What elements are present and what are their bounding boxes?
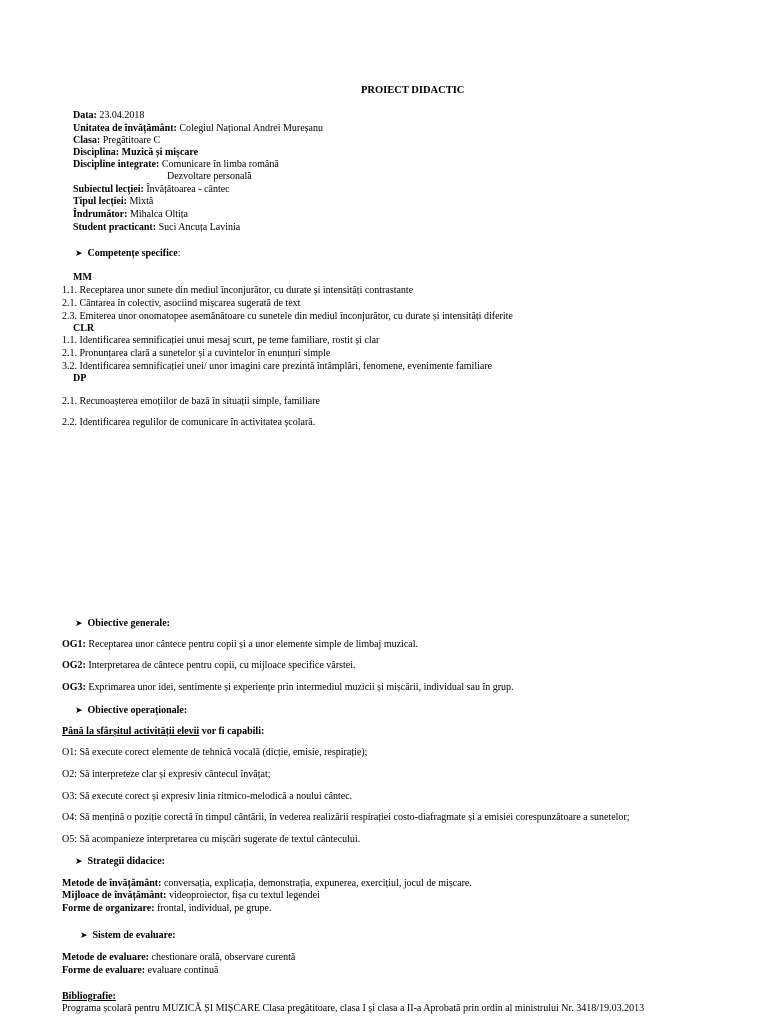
operational-objective-item: O4: Să mențină o poziție corectă în timpul cântării, în vederea realizării respirației costo-diafragmate și a emisiei corespunzătoare a sunetelor; xyxy=(62,812,630,823)
competence-item: 2.1. Recunoașterea emoțiilor de bază în situații simple, familiare xyxy=(62,396,320,407)
arrow-bullet-icon: ➤ xyxy=(75,248,83,258)
operational-objective-item: O2: Să interpreteze clar și expresiv cântecul învățat; xyxy=(62,769,271,780)
arrow-bullet-icon: ➤ xyxy=(75,856,83,866)
competences-heading: ➤ Competențe specifice: xyxy=(75,248,181,259)
general-objective-item: OG2: Interpretarea de cântece pentru copii, cu mijloace specifice vârstei. xyxy=(62,660,356,671)
competence-item: 2.1. Pronunțarea clară a sunetelor și a cuvintelor în enunțuri simple xyxy=(62,348,331,359)
general-objective-item: OG1: Receptarea unor cântece pentru copii și a unor elemente simple de limbaj muzical. xyxy=(62,639,418,650)
competence-item: 2.1. Cântarea în colectiv, asociind mișcarea sugerată de text xyxy=(62,298,301,309)
mentor-line: Îndrumător: Mihalca Oltița xyxy=(73,209,188,220)
competence-item: 2.3. Emiterea unor onomatopee asemănătoare cu sunetele din mediul înconjurător, cu durate și intensități diferite xyxy=(62,311,513,322)
operational-objective-item: O3: Să execute corect și expresiv linia ritmico-melodică a noului cântec. xyxy=(62,791,353,802)
evaluation-methods-line: Metode de evaluare: chestionare orală, observare curentă xyxy=(62,952,296,963)
strategies-heading: ➤ Strategii didacice: xyxy=(75,856,165,867)
school-line: Unitatea de învățământ: Colegiul Național Andrei Mureșanu xyxy=(73,123,323,134)
lesson-subject-line: Subiectul lecției: Învățătoarea - cântec xyxy=(73,184,230,195)
arrow-bullet-icon: ➤ xyxy=(75,618,83,628)
general-objective-item: OG3: Exprimarea unor idei, sentimente și experiențe prin intermediul muzicii și mișcării, individual sau în grup. xyxy=(62,682,514,693)
teaching-means-line: Mijloace de învățământ: videoproiector, fișa cu textul legendei xyxy=(62,890,320,901)
evaluation-heading: ➤ Sistem de evaluare: xyxy=(80,930,176,941)
competence-item: 2.2. Identificarea regulilor de comunicare în activitatea școlară. xyxy=(62,417,316,428)
teaching-methods-line: Metode de învățământ: conversația, explicația, demonstrația, expunerea, exercițiul, jocul de mișcare. xyxy=(62,878,472,889)
operational-objectives-heading: ➤ Obiective operaționale: xyxy=(75,705,188,716)
competence-item: 1.1. Receptarea unor sunete din mediul înconjurător, cu durate și intensități contrastante xyxy=(62,285,414,296)
lesson-type-line: Tipul lecției: Mixtă xyxy=(73,196,154,207)
operational-objective-item: O1: Să execute corect elemente de tehnică vocală (dicție, emisie, respirație); xyxy=(62,747,368,758)
competence-item: 3.2. Identificarea semnificației unei/ unor imagini care prezintă întâmplări, fenomene, evenimente familiare xyxy=(62,361,493,372)
dp-label: DP xyxy=(73,373,87,384)
page-title: PROIECT DIDACTIC xyxy=(361,85,465,96)
bibliography-heading: Bibliografie: xyxy=(62,991,116,1002)
mm-label: MM xyxy=(73,272,92,283)
evaluation-forms-line: Forme de evaluare: evaluare continuă xyxy=(62,965,219,976)
organization-forms-line: Forme de organizare: frontal, individual, pe grupe. xyxy=(62,903,272,914)
arrow-bullet-icon: ➤ xyxy=(80,930,88,940)
operational-objective-item: O5: Să acompanieze interpretarea cu mișcări sugerate de textul cântecului. xyxy=(62,834,361,845)
integrated-disciplines-line-2: Dezvoltare personală xyxy=(167,171,252,182)
discipline-line: Disciplina: Muzică și mișcare xyxy=(73,147,199,158)
clr-label: CLR xyxy=(73,323,95,334)
date-line: Data: 23.04.2018 xyxy=(73,110,145,121)
general-objectives-heading: ➤ Obiective generale: xyxy=(75,618,170,629)
operational-objectives-intro: Până la sfârșitul activității elevii vor fi capabili: xyxy=(62,726,265,737)
competence-item: 1.1. Identificarea semnificației unui mesaj scurt, pe teme familiare, rostit și clar xyxy=(62,335,380,346)
arrow-bullet-icon: ➤ xyxy=(75,705,83,715)
bibliography-item: Programa școlară pentru MUZICĂ ȘI MIȘCARE Clasa pregătitoare, clasa I și clasa a II-a Aprobată prin ordin al ministrului Nr. 3418/19.03.2013 xyxy=(62,1003,645,1014)
student-line: Student practicant: Suci Ancuța Lavinia xyxy=(73,222,241,233)
class-line: Clasa: Pregătitoare C xyxy=(73,135,161,146)
integrated-disciplines-line: Discipline integrate: Comunicare în limba română xyxy=(73,159,279,170)
